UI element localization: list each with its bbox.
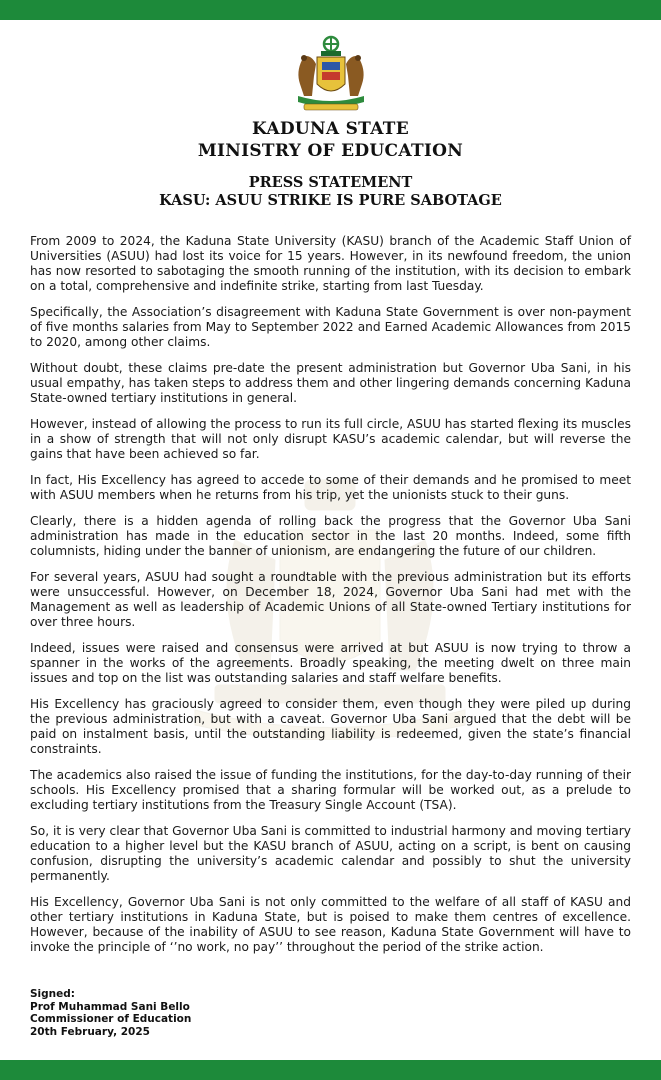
paragraph: In fact, His Excellency has agreed to accede to some of their demands and he promised to meet with ASUU members when he returns from his trip, yet the unionists stuck to their guns. — [30, 473, 631, 502]
signature-date: 20th February, 2025 — [30, 1025, 150, 1038]
signature-block — [30, 988, 191, 1038]
signatory-name: Prof Muhammad Sani Bello — [30, 1000, 190, 1013]
ministry-name: MINISTRY OF EDUCATION — [197, 141, 464, 161]
paragraph: So, it is very clear that Governor Uba Sani is committed to industrial harmony and moving tertiary education to a higher level but the KASU branch of ASUU, acting on a script, is bent on causing confusion, disrupting the university’s academic calendar and possibly to shut the university permanently. — [30, 824, 631, 883]
statement-body — [30, 234, 631, 966]
paragraph: The academics also raised the issue of funding the institutions, for the day-to-day running of their schools. His Excellency promised that a sharing formular will be worked out, as a prelude to excluding tertiary institutions from the Treasury Single Account (TSA). — [30, 768, 631, 812]
paragraph: Specifically, the Association’s disagreement with Kaduna State Government is over non-payment of five months salaries from May to September 2022 and Earned Academic Allowances from 2015 to 2020, among other claims. — [30, 305, 631, 349]
paragraph: Clearly, there is a hidden agenda of rolling back the progress that the Governor Uba Sani administration has made in the education sector in the last 20 months. Indeed, some fifth columnists, hiding under the banner of unionism, are endangering the future of our children. — [30, 514, 631, 558]
paragraph: For several years, ASUU had sought a roundtable with the previous administration but its efforts were unsuccessful. However, on December 18, 2024, Governor Uba Sani had met with the Management as well as leadership of Academic Unions of all State-owned Tertiary institutions for over three hours. — [30, 570, 631, 629]
paragraph: However, instead of allowing the process to run its full circle, ASUU has started flexing its muscles in a show of strength that will not only disrupt KASU’s academic calendar, but will reverse the gains that have been achieved so far. — [30, 417, 631, 461]
statement-headline: KASU: ASUU STRIKE IS PURE SABOTAGE — [159, 192, 502, 209]
coat-of-arms-icon — [290, 34, 372, 114]
paragraph: Indeed, issues were raised and consensus were arrived at but ASUU is now trying to throw a spanner in the works of the agreements. Broadly speaking, the meeting dwelt on three main issues and top on the list was outstanding salaries and staff welfare benefits. — [30, 641, 631, 685]
paragraph: His Excellency has graciously agreed to consider them, even though they were piled up during the previous administration, but with a caveat. Governor Uba Sani argued that the debt will be paid on instalment basis, until the outstanding liability is redeemed, given the state’s financial constraints. — [30, 697, 631, 756]
signature-label: Signed: — [30, 988, 75, 1000]
statement-type: PRESS STATEMENT — [248, 174, 413, 191]
paragraph: Without doubt, these claims pre-date the present administration but Governor Uba Sani, in his usual empathy, has taken steps to address them and other lingering demands concerning Kaduna State-owned tertiary institutions in general. — [30, 361, 631, 405]
letterhead — [0, 118, 661, 210]
paragraph: His Excellency, Governor Uba Sani is not only committed to the welfare of all staff of KASU and other tertiary institutions in Kaduna State, but is poised to make them centres of excellence. However, because of the inability of ASUU to see reason, Kaduna State Government will have to invoke the principle of ‘’no work, no pay’’ throughout the period of the strike action. — [30, 895, 631, 954]
signatory-title: Commissioner of Education — [30, 1013, 192, 1025]
bottom-green-bar — [0, 1060, 661, 1080]
paragraph: From 2009 to 2024, the Kaduna State University (KASU) branch of the Academic Staff Union of Universities (ASUU) had lost its voice for 15 years. However, in its newfound freedom, the union has now resorted to sabotaging the smooth running of the institution, with its decision to embark on a total, comprehensive and indefinite strike, starting from last Tuesday. — [30, 234, 631, 293]
state-name: KADUNA STATE — [252, 119, 409, 139]
top-green-bar — [0, 0, 661, 20]
